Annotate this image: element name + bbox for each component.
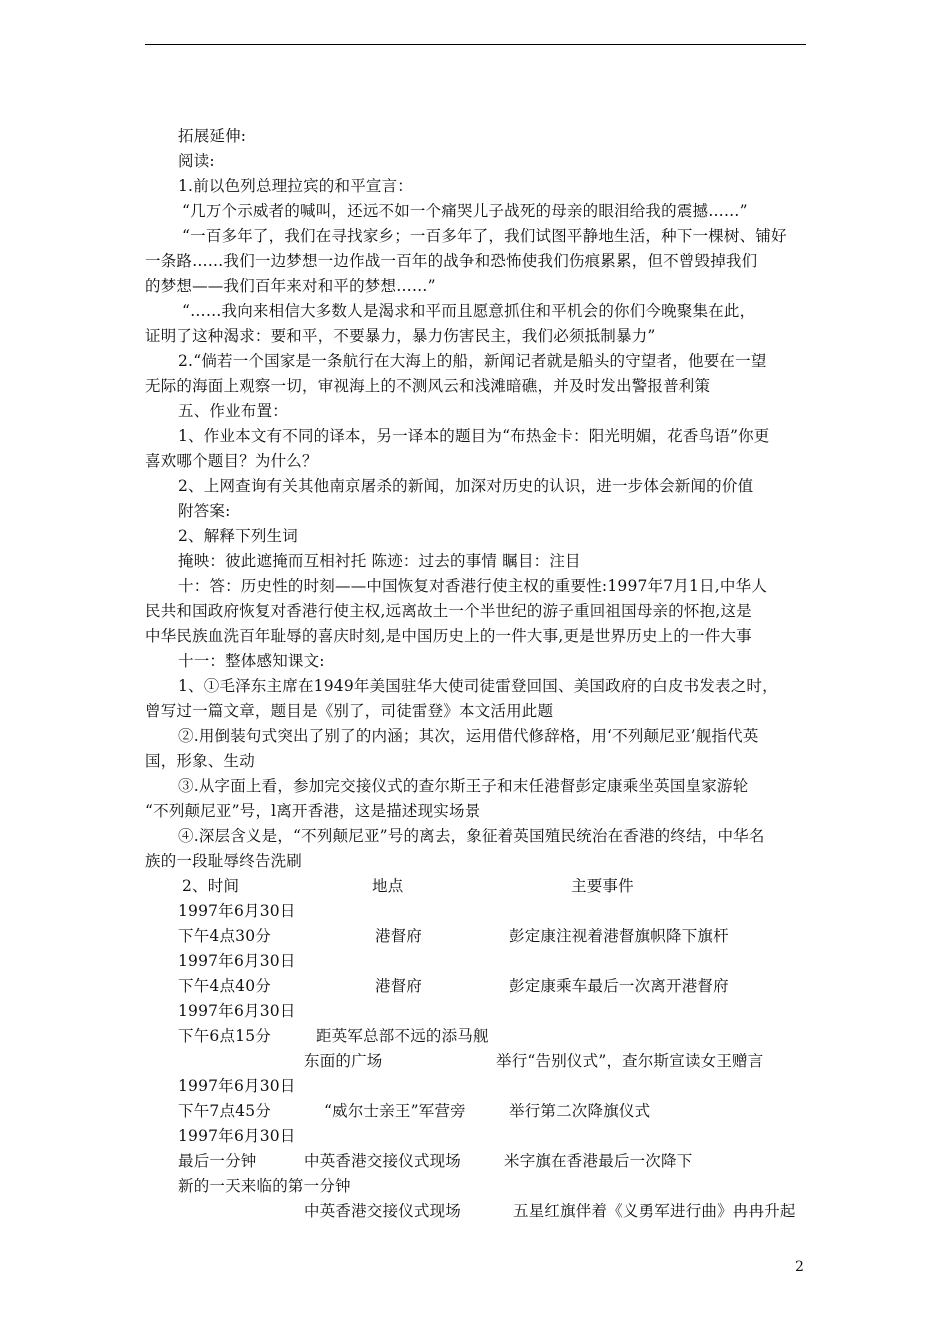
table-row-time: 下午7点45分 <box>178 1102 271 1120</box>
table-header-event: 主要事件 <box>571 877 634 895</box>
table-row-place: 港督府 <box>375 927 423 945</box>
table-row-date: 1997年6月30日 <box>178 1002 296 1020</box>
text-line: 掩映：彼此遮掩而互相衬托 陈迹：过去的事情 瞩目：注目 <box>178 552 581 570</box>
text-line: 曾写过一篇文章，题目是《别了，司徒雷登》本文活用此题 <box>145 702 554 720</box>
text-line: “不列颠尼亚”号，l离开香港，这是描述现实场景 <box>145 802 481 820</box>
table-header-place: 地点 <box>372 877 404 895</box>
table-row-event: 举行第二次降旗仪式 <box>509 1102 651 1120</box>
table-row-date: 1997年6月30日 <box>178 902 296 920</box>
text-line: 2、上网查询有关其他南京屠杀的新闻，加深对历史的认识，进一步体会新闻的价值 <box>178 477 754 495</box>
text-line: 拓展延伸: <box>178 127 247 145</box>
header-rule <box>145 44 806 45</box>
table-row-date: 1997年6月30日 <box>178 1127 296 1145</box>
text-line: 喜欢哪个题目？为什么？ <box>145 452 318 470</box>
text-line: “几万个示威者的喊叫，还远不如一个痛哭儿子战死的母亲的眼泪给我的震撼……” <box>182 202 748 220</box>
table-row-place: 中英香港交接仪式现场 <box>304 1152 462 1170</box>
text-line: “……我向来相信大多数人是渴求和平而且愿意抓住和平机会的你们今晚聚集在此， <box>182 302 756 320</box>
table-row-event: 举行“告别仪式”，查尔斯宣读女王赠言 <box>496 1052 764 1070</box>
text-line: 十一：整体感知课文: <box>178 652 325 670</box>
text-line: 附答案: <box>178 502 231 520</box>
text-line: 十：答：历史性的时刻——中国恢复对香港行使主权的重要性:1997年7月1日,中华人 <box>178 577 768 595</box>
table-row-event: 五星红旗伴着《义勇军进行曲》冉冉升起 <box>513 1202 796 1220</box>
table-row-place: 中英香港交接仪式现场 <box>304 1202 462 1220</box>
table-row-place-cont: 东面的广场 <box>304 1052 383 1070</box>
table-row-date: 1997年6月30日 <box>178 1077 296 1095</box>
text-line: 1、①毛泽东主席在1949年美国驻华大使司徒雷登回国、美国政府的白皮书发表之时， <box>178 677 778 695</box>
text-line: ③.从字面上看，参加完交接仪式的查尔斯王子和末任港督彭定康乘坐英国皇家游轮 <box>178 777 749 795</box>
text-line: 国，形象、生动 <box>145 752 255 770</box>
table-row-event: 彭定康注视着港督旗帜降下旗杆 <box>509 927 729 945</box>
table-row-date: 1997年6月30日 <box>178 952 296 970</box>
text-line: 证明了这种渴求：要和平，不要暴力，暴力伤害民主，我们必须抵制暴力” <box>145 327 656 345</box>
text-line: ④.深层含义是，“不列颠尼亚”号的离去，象征着英国殖民统治在香港的终结，中华名 <box>178 827 765 845</box>
table-row-event: 彭定康乘车最后一次离开港督府 <box>509 977 729 995</box>
text-line: 无际的海面上观察一切，审视海上的不测风云和浅滩暗礁，并及时发出警报普利策 <box>145 377 711 395</box>
text-line: 五、作业布置： <box>178 402 288 420</box>
table-row-event: 米字旗在香港最后一次降下 <box>504 1152 693 1170</box>
text-line: 1、作业本文有不同的译本，另一译本的题目为“布热金卡：阳光明媚，花香鸟语”你更 <box>178 427 770 445</box>
text-line: 阅读: <box>178 152 215 170</box>
table-row-time: 新的一天来临的第一分钟 <box>178 1177 351 1195</box>
text-line: 族的一段耻辱终告洗刷 <box>145 852 303 870</box>
table-row-place: 距英军总部不远的添马舰 <box>316 1027 489 1045</box>
text-line: 的梦想——我们百年来对和平的梦想……” <box>145 277 436 295</box>
page-number: 2 <box>795 1259 804 1275</box>
text-line: 民共和国政府恢复对香港行使主权,远离故土一个半世纪的游子重回祖国母亲的怀抱,这是 <box>145 602 752 620</box>
text-line: 一条路……我们一边梦想一边作战一百年的战争和恐怖使我们伤痕累累，但不曾毁掉我们 <box>145 252 758 270</box>
text-line: “一百多年了，我们在寻找家乡；一百多年了，我们试图平静地生活，种下一棵树、铺好 <box>182 227 787 245</box>
text-line: 2.“倘若一个国家是一条航行在大海上的船，新闻记者就是船头的守望者，他要在一望 <box>178 352 767 370</box>
table-row-time: 下午4点30分 <box>178 927 271 945</box>
table-row-place: 港督府 <box>375 977 423 995</box>
text-line: 中华民族血洗百年耻辱的喜庆时刻,是中国历史上的一件大事,更是世界历史上的一件大事 <box>145 627 752 645</box>
text-line: 2、解释下列生词 <box>178 527 298 545</box>
text-line: 1.前以色列总理拉宾的和平宣言： <box>178 177 413 195</box>
text-line: ②.用倒装句式突出了别了的内涵；其次，运用借代修辞格，用‘不列颠尼亚’舰指代英 <box>178 727 759 745</box>
table-row-time: 下午6点15分 <box>178 1027 271 1045</box>
table-header-time: 2、时间 <box>182 877 240 895</box>
table-row-place: “威尔士亲王”军营旁 <box>324 1102 466 1120</box>
table-row-time: 最后一分钟 <box>178 1152 257 1170</box>
table-row-time: 下午4点40分 <box>178 977 271 995</box>
